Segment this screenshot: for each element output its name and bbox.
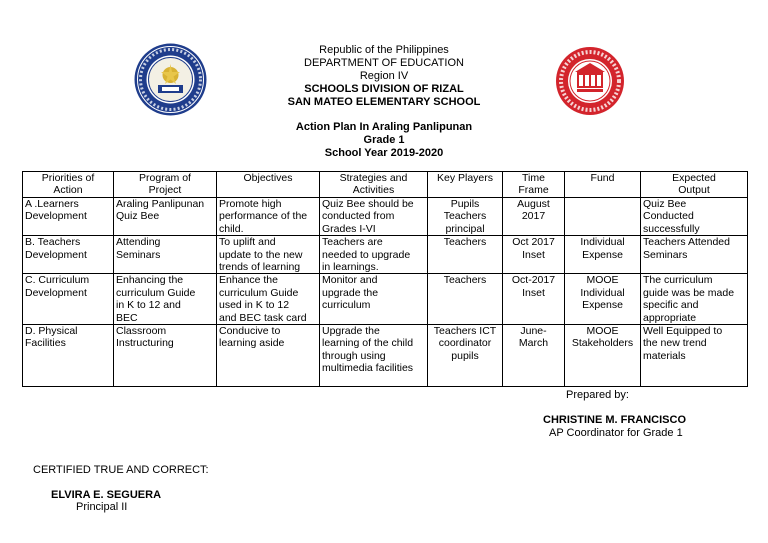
cell-line: Monitor and	[322, 274, 378, 287]
cell-line: upgrade the	[322, 286, 379, 299]
cell-line: curriculum Guide	[219, 286, 299, 299]
cell-line: learning of the child	[322, 337, 414, 350]
cell-line: Teachers ICT	[433, 325, 497, 338]
column-header-line: Strategies and	[339, 172, 408, 184]
column-header	[114, 172, 217, 198]
cell-line: Facilities	[25, 337, 66, 350]
cell-line: BEC	[116, 311, 138, 324]
table-cell	[217, 325, 320, 387]
table-cell	[320, 198, 428, 236]
cell-line: Expense	[582, 248, 623, 261]
column-header	[320, 172, 428, 198]
cell-line: To uplift and	[219, 236, 276, 249]
cell-line: Quiz Bee	[116, 210, 160, 223]
cell-line: update to the new	[219, 248, 303, 261]
column-header	[565, 172, 641, 198]
cell-line: Well Equipped to	[643, 325, 723, 338]
cell-line: Conducted	[643, 210, 694, 223]
cell-line: curriculum	[322, 299, 371, 312]
cell-line: and BEC task card	[219, 311, 307, 324]
table-cell	[503, 236, 565, 274]
action-plan-table	[22, 171, 748, 387]
table-cell	[217, 198, 320, 236]
table-cell	[503, 274, 565, 325]
certified-label: CERTIFIED TRUE AND CORRECT:	[33, 464, 209, 476]
certifier-name: ELVIRA E. SEGUERA	[51, 489, 162, 501]
preparer-name: CHRISTINE M. FRANCISCO	[543, 414, 686, 426]
header-line-school: SAN MATEO ELEMENTARY SCHOOL	[287, 96, 481, 108]
cell-line: D. Physical	[25, 325, 78, 338]
cell-line: Conducive to	[219, 325, 281, 338]
table-cell	[428, 198, 503, 236]
cell-line: Instructuring	[116, 337, 174, 350]
table-row	[23, 198, 748, 236]
table-cell	[565, 325, 641, 387]
cell-line: Teachers	[443, 236, 487, 249]
cell-line: Attending	[116, 236, 161, 249]
cell-line: Araling Panlipunan	[116, 198, 205, 210]
table-cell	[23, 274, 114, 325]
preparer-title: AP Coordinator for Grade 1	[549, 427, 683, 439]
cell-line: A .Learners	[25, 198, 79, 210]
title-line-school-year: School Year 2019-2020	[324, 147, 444, 159]
table-cell	[320, 274, 428, 325]
cell-line: appropriate	[643, 311, 697, 324]
cell-line: August	[517, 198, 550, 210]
column-header-line: Fund	[590, 172, 615, 184]
cell-line: Quiz Bee	[643, 198, 687, 210]
column-header-line: Activities	[352, 184, 395, 197]
table-cell	[23, 198, 114, 236]
cell-line: Teachers Attended	[643, 236, 730, 249]
cell-line: successfully	[643, 222, 700, 235]
cell-line: Seminars	[643, 248, 688, 261]
cell-line: MOOE	[586, 274, 619, 287]
cell-line: March	[518, 337, 549, 350]
letterhead	[0, 44, 768, 109]
table-row	[23, 325, 748, 387]
cell-line: Enhance the	[219, 274, 278, 287]
table-cell	[114, 274, 217, 325]
cell-line: pupils	[451, 349, 479, 362]
column-header-line: Objectives	[243, 172, 293, 184]
cell-line: Oct-2017	[511, 274, 556, 287]
table-row	[23, 236, 748, 274]
cell-line: guide was be made	[643, 286, 735, 299]
cell-line: 2017	[521, 210, 546, 223]
table-cell	[217, 274, 320, 325]
cell-line: Upgrade the	[322, 325, 380, 338]
cell-line: through using	[322, 349, 386, 362]
column-header-line: Program of	[139, 172, 191, 184]
cell-line: principal	[445, 222, 485, 235]
cell-line: MOOE	[586, 325, 619, 338]
header-line-republic: Republic of the Philippines	[319, 44, 449, 56]
column-header-line: Key Players	[436, 172, 494, 184]
column-header	[428, 172, 503, 198]
table-cell	[641, 274, 748, 325]
table-cell	[565, 274, 641, 325]
cell-line: Development	[25, 286, 87, 299]
table-cell	[565, 236, 641, 274]
cell-line: needed to upgrade	[322, 248, 411, 261]
table-cell	[428, 325, 503, 387]
cell-line: Seminars	[116, 248, 161, 261]
cell-line: Classroom	[116, 325, 167, 338]
cell-line: Individual	[580, 236, 625, 249]
cell-line: Enhancing the	[116, 274, 184, 287]
column-header	[23, 172, 114, 198]
table-cell	[320, 236, 428, 274]
cell-line: Grades I-VI	[322, 222, 376, 235]
cell-line: multimedia facilities	[322, 362, 414, 375]
cell-line: Inset	[522, 248, 545, 261]
table-header-row	[23, 172, 748, 198]
cell-line: Teachers	[443, 210, 487, 223]
column-header-line: Output	[678, 184, 710, 197]
column-header-line: Expected	[672, 172, 716, 184]
cell-line: in learnings.	[322, 261, 379, 274]
table-cell	[641, 325, 748, 387]
table-cell	[641, 198, 748, 236]
header-line-division: SCHOOLS DIVISION OF RIZAL	[304, 83, 464, 95]
document-title	[0, 121, 768, 160]
table-cell	[114, 325, 217, 387]
cell-line: Stakeholders	[571, 337, 634, 350]
column-header	[217, 172, 320, 198]
cell-line: June-	[520, 325, 547, 338]
cell-line: Expense	[582, 299, 623, 312]
cell-line: curriculum Guide	[116, 286, 196, 299]
cell-line: Development	[25, 248, 87, 261]
title-line-plan: Action Plan In Araling Panlipunan	[295, 121, 473, 133]
table-cell	[641, 236, 748, 274]
cell-line: Promote high	[219, 198, 282, 210]
cell-line: C. Curriculum	[25, 274, 90, 287]
cell-line: the new trend	[643, 337, 707, 350]
table-row	[23, 274, 748, 325]
cell-line: trends of learning	[219, 261, 301, 274]
table-cell	[114, 236, 217, 274]
cell-line: performance of the	[219, 210, 308, 223]
cell-line: materials	[643, 349, 686, 362]
cell-line: B. Teachers	[25, 236, 81, 249]
prepared-by-label: Prepared by:	[566, 389, 629, 401]
column-header	[641, 172, 748, 198]
table-cell	[565, 198, 641, 236]
cell-line: Inset	[522, 286, 545, 299]
cell-line: learning aside	[219, 337, 285, 350]
table-cell	[23, 236, 114, 274]
cell-line: coordinator	[438, 337, 492, 350]
column-header-line: Action	[53, 184, 83, 197]
cell-line: used in K to 12	[219, 299, 290, 312]
cell-line: Quiz Bee should be	[322, 198, 414, 210]
cell-line: in K to 12 and	[116, 299, 181, 312]
title-line-grade: Grade 1	[363, 134, 405, 146]
cell-line: Teachers are	[322, 236, 383, 249]
cell-line: Development	[25, 210, 87, 223]
table-cell	[503, 198, 565, 236]
table-cell	[114, 198, 217, 236]
table-cell	[217, 236, 320, 274]
cell-line: Pupils	[450, 198, 480, 210]
header-line-region: Region IV	[359, 70, 409, 82]
table-cell	[320, 325, 428, 387]
cell-line: The curriculum	[643, 274, 713, 287]
column-header	[503, 172, 565, 198]
cell-line: child.	[219, 222, 244, 235]
cell-line: conducted from	[322, 210, 395, 223]
cell-line: Oct 2017	[512, 236, 555, 249]
certifier-title: Principal II	[76, 501, 128, 513]
table-cell	[23, 325, 114, 387]
column-header-line: Frame	[518, 184, 549, 197]
cell-line: specific and	[643, 299, 699, 312]
column-header-line: Time	[522, 172, 545, 184]
column-header-line: Project	[148, 184, 182, 197]
table-cell	[503, 325, 565, 387]
cell-line: Teachers	[443, 274, 487, 287]
table-cell	[428, 274, 503, 325]
column-header-line: Priorities of	[41, 172, 95, 184]
cell-line: Individual	[580, 286, 625, 299]
header-line-department: DEPARTMENT OF EDUCATION	[304, 57, 464, 69]
table-cell	[428, 236, 503, 274]
